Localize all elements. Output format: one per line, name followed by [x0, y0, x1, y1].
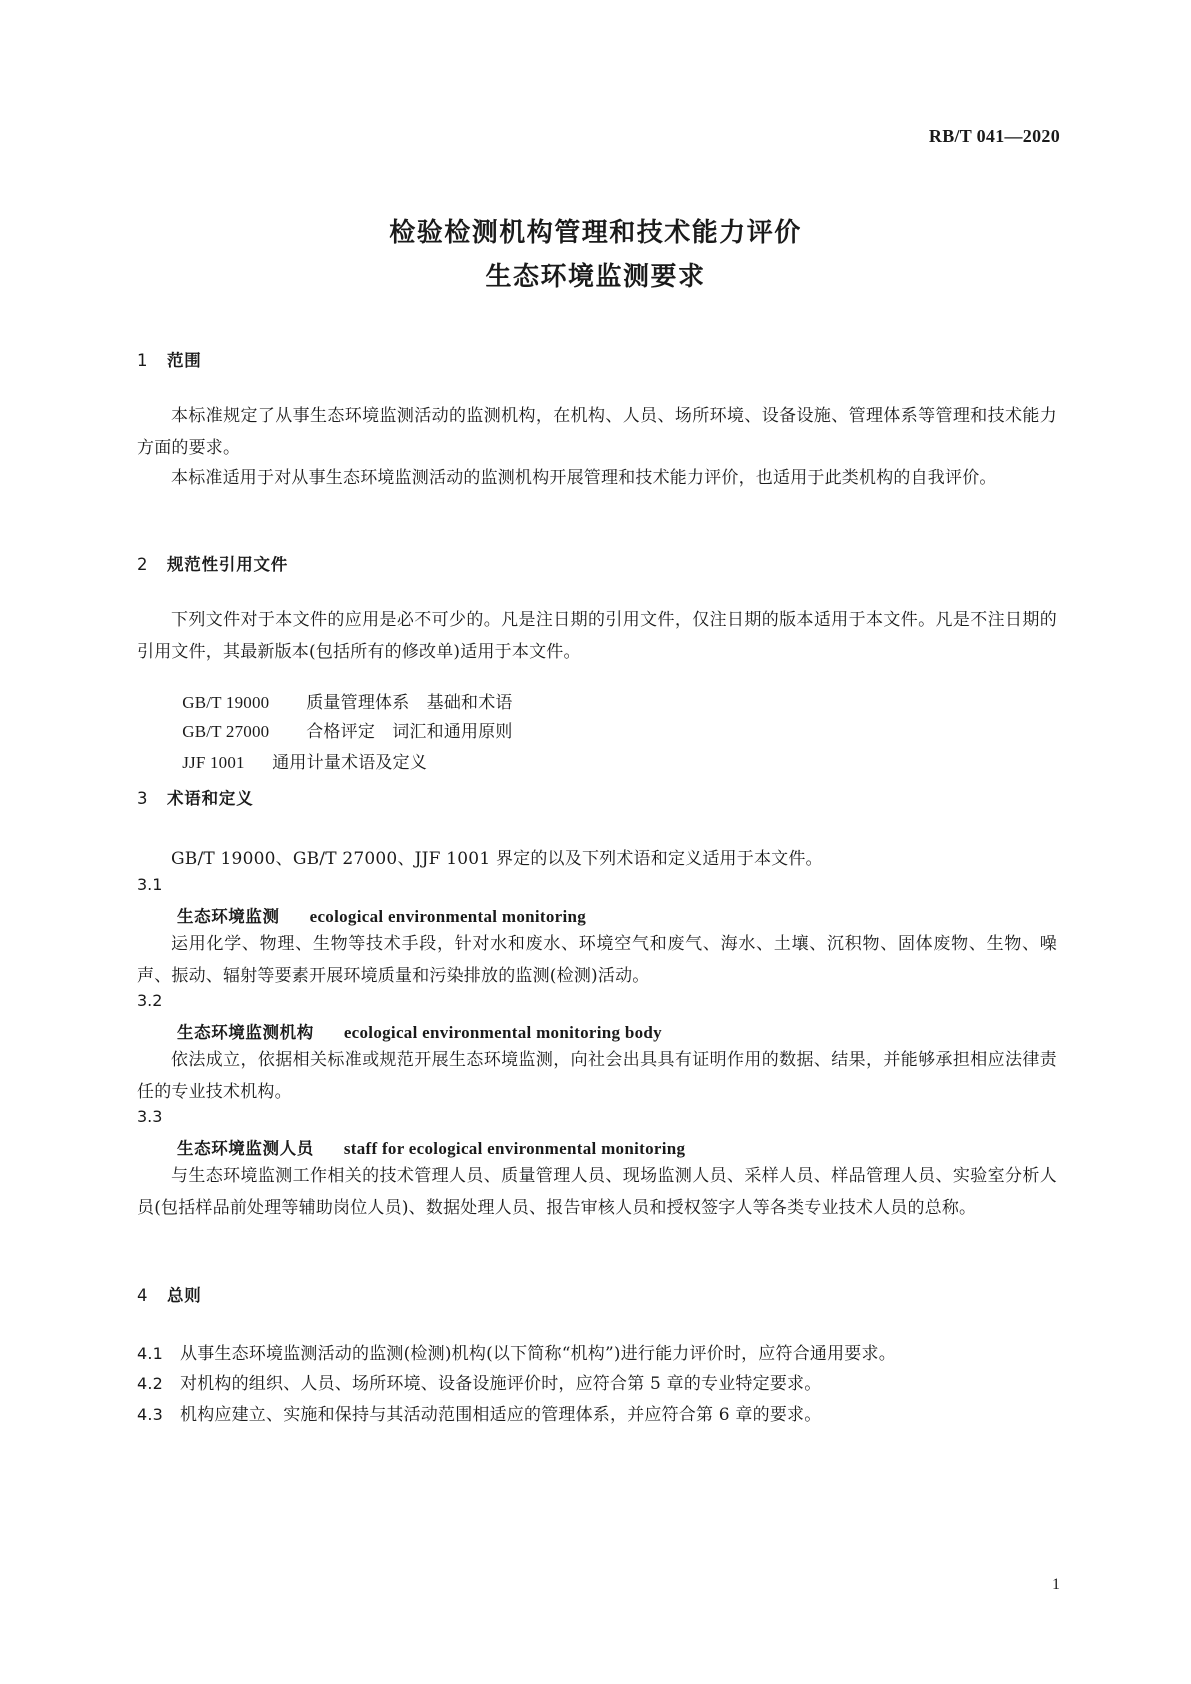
- clause-number: 4.3: [137, 1405, 164, 1424]
- section-number: 2: [137, 555, 149, 574]
- section-title: 规范性引用文件: [167, 555, 289, 574]
- term-definition: 运用化学、物理、生物等技术手段，针对水和废水、环境空气和废气、海水、土壤、沉积物、固体废物、生物、噪声、振动、辐射等要素开展环境质量和污染排放的监测(检测)活动。: [137, 934, 1057, 986]
- section-1-heading: [137, 347, 202, 371]
- term-en: ecological environmental monitoring: [309, 907, 587, 926]
- standard-code: RB/T 041—2020: [928, 126, 1060, 146]
- term-en: ecological environmental monitoring body: [343, 1023, 662, 1042]
- clause-text: 从事生态环境监测活动的监测(检测)机构(以下简称“机构”)进行能力评价时，应符合通用要求。: [180, 1344, 896, 1364]
- reference-item: [171, 728, 427, 773]
- clause-item: [137, 1400, 821, 1425]
- section-title: 范围: [167, 351, 202, 370]
- section-number: 4: [137, 1286, 149, 1305]
- term-cn: 生态环境监测机构: [177, 1023, 314, 1042]
- term-definition: 依法成立，依据相关标准或规范开展生态环境监测，向社会出具具有证明作用的数据、结果，并能够承担相应法律责任的专业技术机构。: [137, 1050, 1057, 1102]
- term-definition: 与生态环境监测工作相关的技术管理人员、质量管理人员、现场监测人员、采样人员、样品管理人员、实验室分析人员(包括样品前处理等辅助岗位人员)、数据处理人员、报告审核人员和授权签字人等各类专业技术人员的总称。: [137, 1166, 1057, 1218]
- reference-name: 合格评定 词汇和通用原则: [306, 722, 513, 742]
- section-2-heading: [137, 551, 288, 575]
- page-number: 1: [1052, 1576, 1060, 1593]
- term-cn: 生态环境监测: [177, 907, 280, 926]
- section-title: 术语和定义: [167, 789, 254, 808]
- clause-item: [137, 1369, 821, 1394]
- section-2-intro: 下列文件对于本文件的应用是必不可少的。凡是注日期的引用文件，仅注日期的版本适用于本文件。凡是不注日期的引用文件，其最新版本(包括所有的修改单)适用于本文件。: [137, 610, 1057, 662]
- reference-code: GB/T 27000: [182, 722, 270, 741]
- clause-number: 4.2: [137, 1374, 164, 1393]
- section-3-intro: GB/T 19000、GB/T 27000、JJF 1001 界定的以及下列术语和定义适用于本文件。: [171, 849, 823, 869]
- term-number: 3.1: [137, 875, 163, 894]
- term-heading: [177, 1019, 662, 1043]
- section-number: 3: [137, 789, 149, 808]
- document-title-line2: 生态环境监测要求: [485, 262, 706, 292]
- term-cn: 生态环境监测人员: [177, 1139, 314, 1158]
- section-4-heading: [137, 1282, 202, 1306]
- term-heading: [177, 1135, 685, 1159]
- section-1-paragraph-2: 本标准适用于对从事生态环境监测活动的监测机构开展管理和技术能力评价，也适用于此类机构的自我评价。: [171, 468, 997, 488]
- section-1-paragraph-1: 本标准规定了从事生态环境监测活动的监测机构，在机构、人员、场所环境、设备设施、管理体系等管理和技术能力方面的要求。: [137, 406, 1057, 458]
- clause-item: [137, 1339, 896, 1364]
- term-number: 3.3: [137, 1107, 163, 1126]
- document-title-line1: 检验检测机构管理和技术能力评价: [389, 218, 802, 248]
- term-number: 3.2: [137, 991, 163, 1010]
- clause-text: 机构应建立、实施和保持与其活动范围相适应的管理体系，并应符合第 6 章的要求。: [180, 1405, 822, 1425]
- section-title: 总则: [167, 1286, 202, 1305]
- reference-name: 质量管理体系 基础和术语: [306, 693, 513, 713]
- section-3-heading: [137, 785, 254, 809]
- section-number: 1: [137, 351, 149, 370]
- term-heading: [177, 903, 586, 927]
- term-en: staff for ecological environmental monitoring: [343, 1139, 686, 1158]
- reference-name: 通用计量术语及定义: [272, 753, 428, 773]
- reference-code: GB/T 19000: [182, 693, 270, 712]
- clause-text: 对机构的组织、人员、场所环境、设备设施评价时，应符合第 5 章的专业特定要求。: [180, 1374, 822, 1394]
- clause-number: 4.1: [137, 1344, 164, 1363]
- reference-code: JJF 1001: [182, 753, 245, 772]
